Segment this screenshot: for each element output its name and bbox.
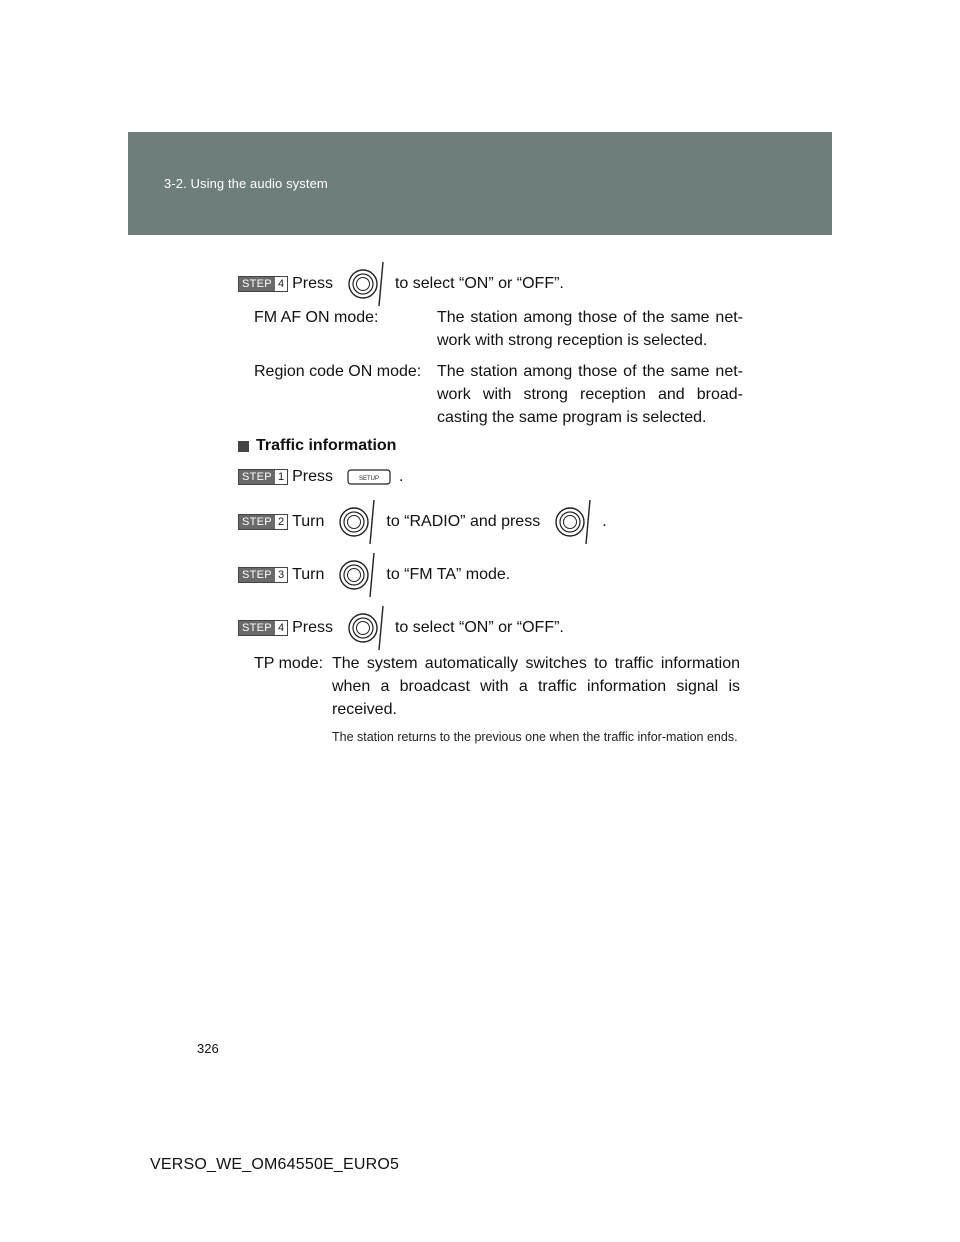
mode-tp: [254, 652, 744, 724]
step-verb: Press: [292, 275, 333, 292]
step-instruction: to “RADIO” and press: [386, 513, 541, 530]
bullet-square-icon: [238, 441, 249, 452]
mode-label: Region code ON mode:: [254, 363, 422, 380]
step-end: .: [602, 513, 607, 530]
mode-description: The station among those of the same net-work with strong reception is selected.: [437, 309, 743, 349]
tune-knob-icon: [336, 551, 380, 599]
step-instruction: to “FM TA” mode.: [386, 566, 511, 583]
step-verb: Turn: [292, 513, 325, 530]
step-badge: STEP 3: [238, 567, 288, 583]
step-verb: Press: [292, 619, 333, 636]
header-band: [128, 132, 832, 235]
section-heading: 3-2. Using the audio system: [164, 176, 328, 191]
page-number: 326: [197, 1041, 219, 1056]
mode-description: The station among those of the same net-work with strong reception and broad-casting the same program is selected.: [437, 363, 743, 426]
step-badge: STEP 2: [238, 514, 288, 530]
svg-text:SETUP: SETUP: [358, 476, 379, 482]
traffic-section-title: Traffic information: [238, 437, 396, 455]
traffic-step-2: [238, 498, 607, 546]
mode-fm-af: [254, 306, 744, 356]
mode-description: The system automatically switches to traffic information when a broadcast with a traffic information signal is received.: [332, 655, 740, 718]
af-step-4: [238, 260, 564, 308]
tp-note: The station returns to the previous one when the traffic infor-mation ends.: [332, 730, 738, 744]
step-instruction: to select “ON” or “OFF”.: [394, 619, 564, 636]
step-badge: STEP 4: [238, 276, 288, 292]
step-verb: Press: [292, 468, 333, 485]
setup-button-icon: [347, 469, 391, 485]
tune-knob-icon: [552, 498, 596, 546]
traffic-step-1: [238, 468, 403, 486]
mode-label: TP mode:: [254, 655, 324, 672]
step-badge: STEP 1: [238, 469, 288, 485]
step-instruction: to select “ON” or “OFF”.: [394, 275, 564, 292]
step-badge: STEP 4: [238, 620, 288, 636]
tune-knob-icon: [336, 498, 380, 546]
mode-label: FM AF ON mode:: [254, 309, 379, 326]
document-code: VERSO_WE_OM64550E_EURO5: [150, 1156, 400, 1173]
step-instruction: .: [398, 468, 404, 485]
traffic-step-4: [238, 604, 564, 652]
tune-knob-icon: [345, 260, 389, 308]
traffic-step-3: [238, 551, 510, 599]
tune-knob-icon: [345, 604, 389, 652]
mode-region-code: [254, 360, 744, 432]
step-verb: Turn: [292, 566, 325, 583]
